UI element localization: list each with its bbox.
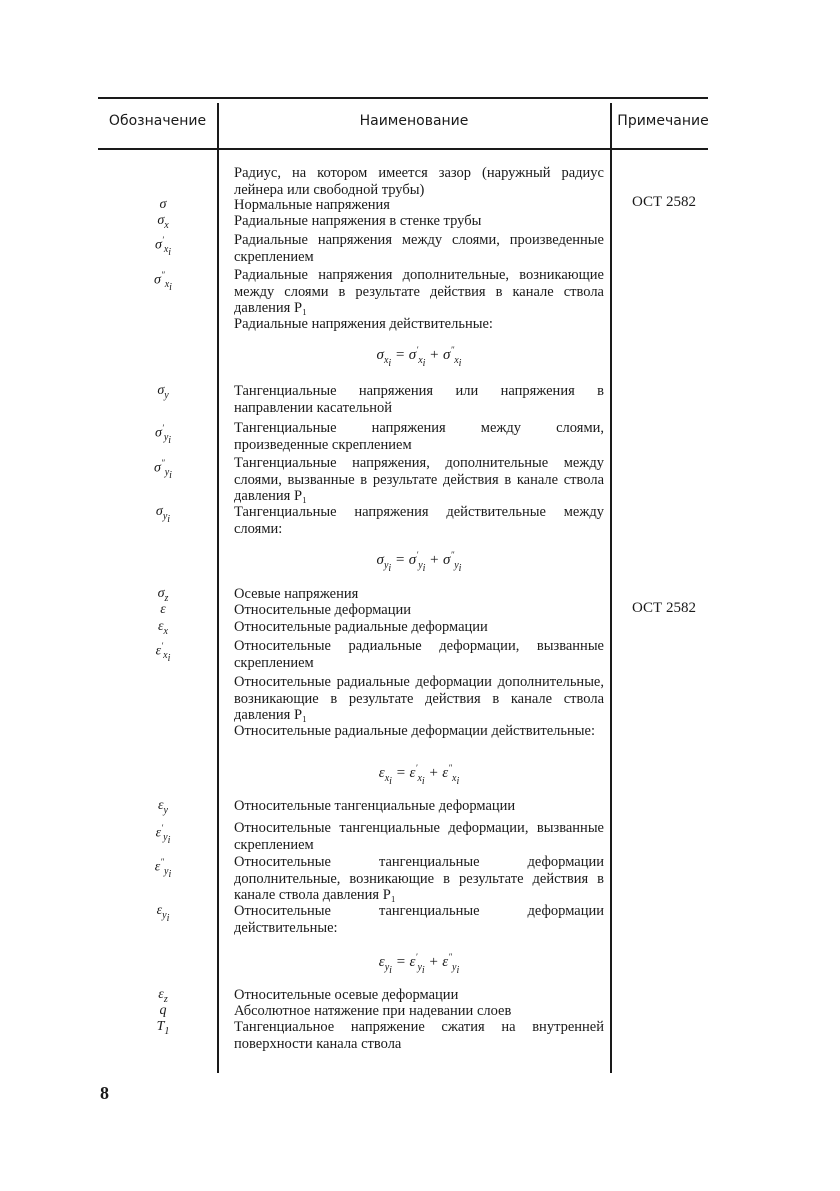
- symbol: $\sigma_y$: [157, 383, 169, 401]
- symbol: $T_1$: [156, 1019, 170, 1037]
- row-text: Тангенциальные напряжения или напряжения в направлении касательной: [234, 383, 604, 416]
- symbol: $\sigma''_{y_i}$: [154, 458, 172, 482]
- row-text: Радиус, на котором имеется зазор (наружный радиус лейнера или свободной трубы): [234, 165, 604, 198]
- row-text: Нормальные напряжения: [234, 197, 390, 213]
- row-text: Относительные радиальные деформации дополнительные, возникающие в результате действия в канале ствола давления P₁: [234, 674, 604, 723]
- row-text: Радиальные напряжения между слоями, произведенные скреплением: [234, 232, 604, 265]
- symbol: $\sigma''_{x_i}$: [154, 270, 172, 294]
- formula-sigma-y: $\sigma_{y_i} = \sigma'_{y_i} + \sigma''_{y_i}$: [376, 550, 462, 574]
- symbol: $\varepsilon_{y_i}$: [156, 903, 170, 924]
- symbol: $\varepsilon''_{y_i}$: [154, 857, 172, 881]
- symbol: q: [159, 1003, 167, 1018]
- header-note: Примечание: [617, 113, 709, 129]
- row-text: Относительные тангенциальные деформации, вызванные скреплением: [234, 820, 604, 853]
- symbol: $\varepsilon_x$: [158, 619, 168, 637]
- row-text: Относительные тангенциальные деформации: [234, 798, 516, 814]
- header-designation: Обозначение: [108, 113, 207, 129]
- row-text: Тангенциальные напряжения, дополнительные между слоями, вызванные в результате действия в канале ствола давления P₁: [234, 455, 604, 504]
- row-text: Радиальные напряжения действительные:: [234, 316, 493, 332]
- row-text: Абсолютное натяжение при надевании слоев: [234, 1003, 512, 1019]
- row-text: Относительные осевые деформации: [234, 987, 459, 1003]
- formula-epsilon-x: $\varepsilon_{x_i} = \varepsilon'_{x_i} + \varepsilon''_{x_i}$: [378, 763, 460, 787]
- formula-epsilon-y: $\varepsilon_{y_i} = \varepsilon'_{y_i} + \varepsilon''_{y_i}$: [378, 952, 460, 976]
- table-top-rule: [98, 97, 708, 99]
- symbol: ε: [160, 602, 166, 617]
- row-text: Тангенциальные напряжения между слоями, произведенные скреплением: [234, 420, 604, 453]
- symbol: $\varepsilon'_{y_i}$: [155, 823, 171, 847]
- row-text: Относительные радиальные деформации действительные:: [234, 723, 595, 739]
- symbol: $\varepsilon_z$: [158, 987, 168, 1005]
- symbol: $\sigma_z$: [157, 586, 169, 604]
- row-text: Радиальные напряжения в стенке трубы: [234, 213, 482, 229]
- row-text: Относительные радиальные деформации: [234, 619, 488, 635]
- column-divider-right: [610, 103, 612, 1073]
- page-number: 8: [100, 1083, 109, 1103]
- symbol: $\sigma_{y_i}$: [155, 504, 171, 525]
- symbol: $\sigma'_{y_i}$: [154, 423, 172, 447]
- symbol: $\sigma'_{x_i}$: [154, 235, 172, 259]
- row-text: Тангенциальное напряжение сжатия на внутренней поверхности канала ствола: [234, 1019, 604, 1052]
- symbol: σ: [159, 197, 167, 212]
- row-text: Тангенциальные напряжения действительные между слоями:: [234, 504, 604, 537]
- row-text: Относительные радиальные деформации, вызванные скреплением: [234, 638, 604, 671]
- formula-sigma-x: $\sigma_{x_i} = \sigma'_{x_i} + \sigma''_{x_i}$: [376, 345, 462, 369]
- row-note: ОСТ 2582: [632, 194, 696, 210]
- row-note: ОСТ 2582: [632, 600, 696, 616]
- row-text: Относительные тангенциальные деформации дополнительные, возникающие в результате действия в канале ствола давления P₁: [234, 854, 604, 903]
- row-text: Радиальные напряжения дополнительные, возникающие между слоями в результате действия в канале ствола давления P₁: [234, 267, 604, 316]
- symbol: $\sigma_x$: [157, 213, 169, 231]
- header-name: Наименование: [359, 113, 469, 129]
- row-text: Относительные тангенциальные деформации действительные:: [234, 903, 604, 936]
- symbol: $\varepsilon_y$: [158, 798, 168, 816]
- table-header-rule: [98, 148, 708, 150]
- row-text: Относительные деформации: [234, 602, 412, 618]
- symbol: $\varepsilon'_{x_i}$: [155, 641, 171, 665]
- column-divider-left: [217, 103, 219, 1073]
- row-text: Осевые напряжения: [234, 586, 359, 602]
